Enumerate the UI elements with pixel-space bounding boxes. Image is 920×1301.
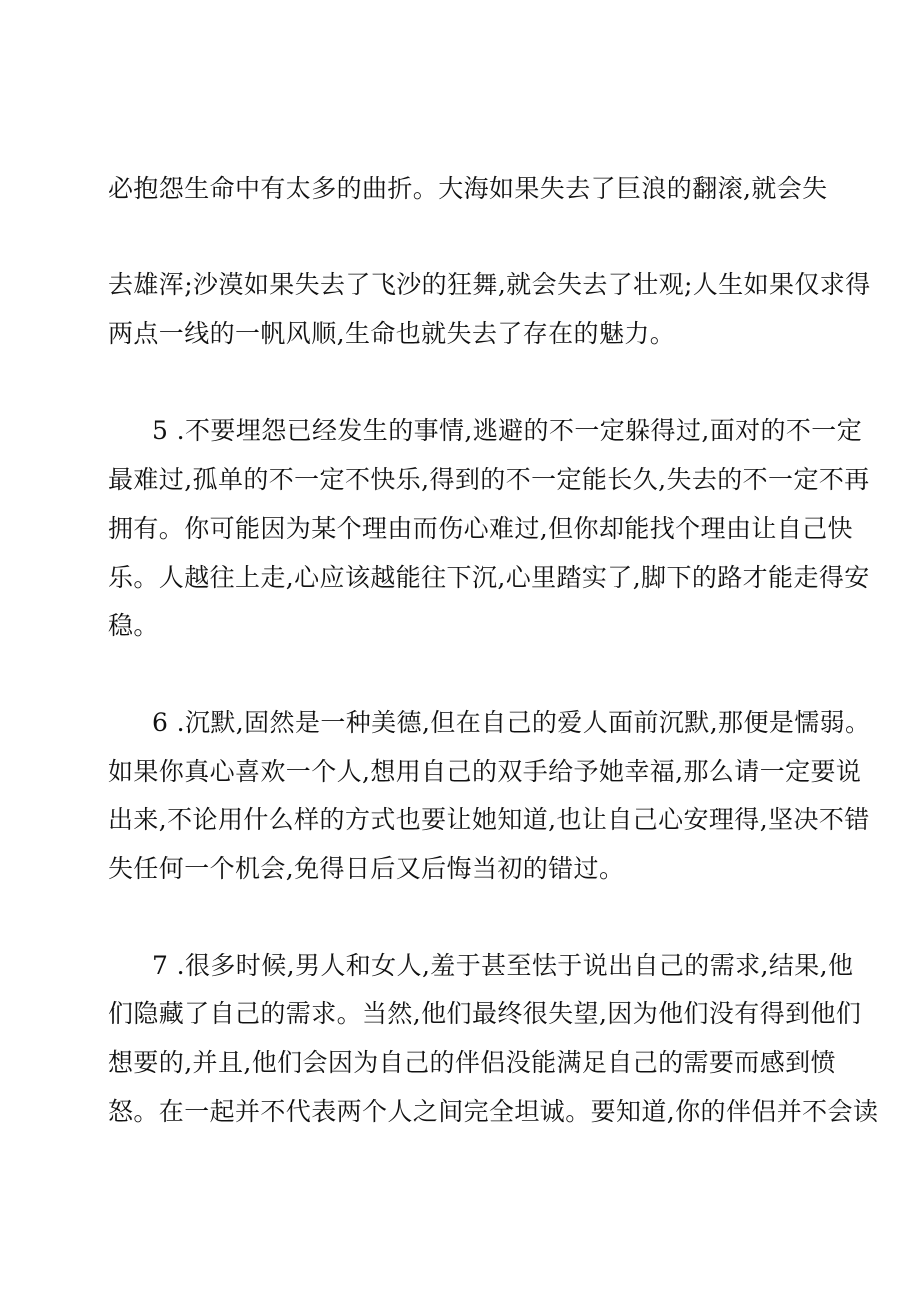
paragraph-6-first-line: 6 .沉默,固然是一种美德,但在自己的爱人面前沉默,那便是懦弱。 — [152, 708, 871, 737]
text-line: 最难过,孤单的不一定不快乐,得到的不一定能长久,失去的不一定不再 — [108, 465, 870, 494]
text-line: 乐。人越往上走,心应该越能往下沉,心里踏实了,脚下的路才能走得安 — [108, 563, 870, 592]
text-line: 怒。在一起并不代表两个人之间完全坦诚。要知道,你的伴侣并不会读 — [108, 1097, 879, 1126]
text-line: 想要的,并且,他们会因为自己的伴侣没能满足自己的需要而感到愤 — [108, 1048, 836, 1077]
text-line: 必抱怨生命中有太多的曲折。大海如果失去了巨浪的翻滚,就会失 — [108, 174, 828, 203]
text-line: 去雄浑;沙漠如果失去了飞沙的狂舞,就会失去了壮观;人生如果仅求得 — [108, 270, 871, 299]
text-line: 们隐藏了自己的需求。当然,他们最终很失望,因为他们没有得到他们 — [108, 999, 862, 1028]
paragraph-7-first-line: 7 .很多时候,男人和女人,羞于甚至怯于说出自己的需求,结果,他 — [152, 951, 854, 980]
text-line: 失任何一个机会,免得日后又后悔当初的错过。 — [108, 854, 625, 883]
text-line: 如果你真心喜欢一个人,想用自己的双手给予她幸福,那么请一定要说 — [108, 757, 862, 786]
text-line: 稳。 — [108, 611, 159, 640]
text-line: 拥有。你可能因为某个理由而伤心难过,但你却能找个理由让自己快 — [108, 514, 853, 543]
text-line: 两点一线的一帆风顺,生命也就失去了存在的魅力。 — [108, 319, 676, 348]
paragraph-5-first-line: 5 .不要埋怨已经发生的事情,逃避的不一定躲得过,面对的不一定 — [152, 416, 863, 445]
text-line: 出来,不论用什么样的方式也要让她知道,也让自己心安理得,坚决不错 — [108, 805, 870, 834]
